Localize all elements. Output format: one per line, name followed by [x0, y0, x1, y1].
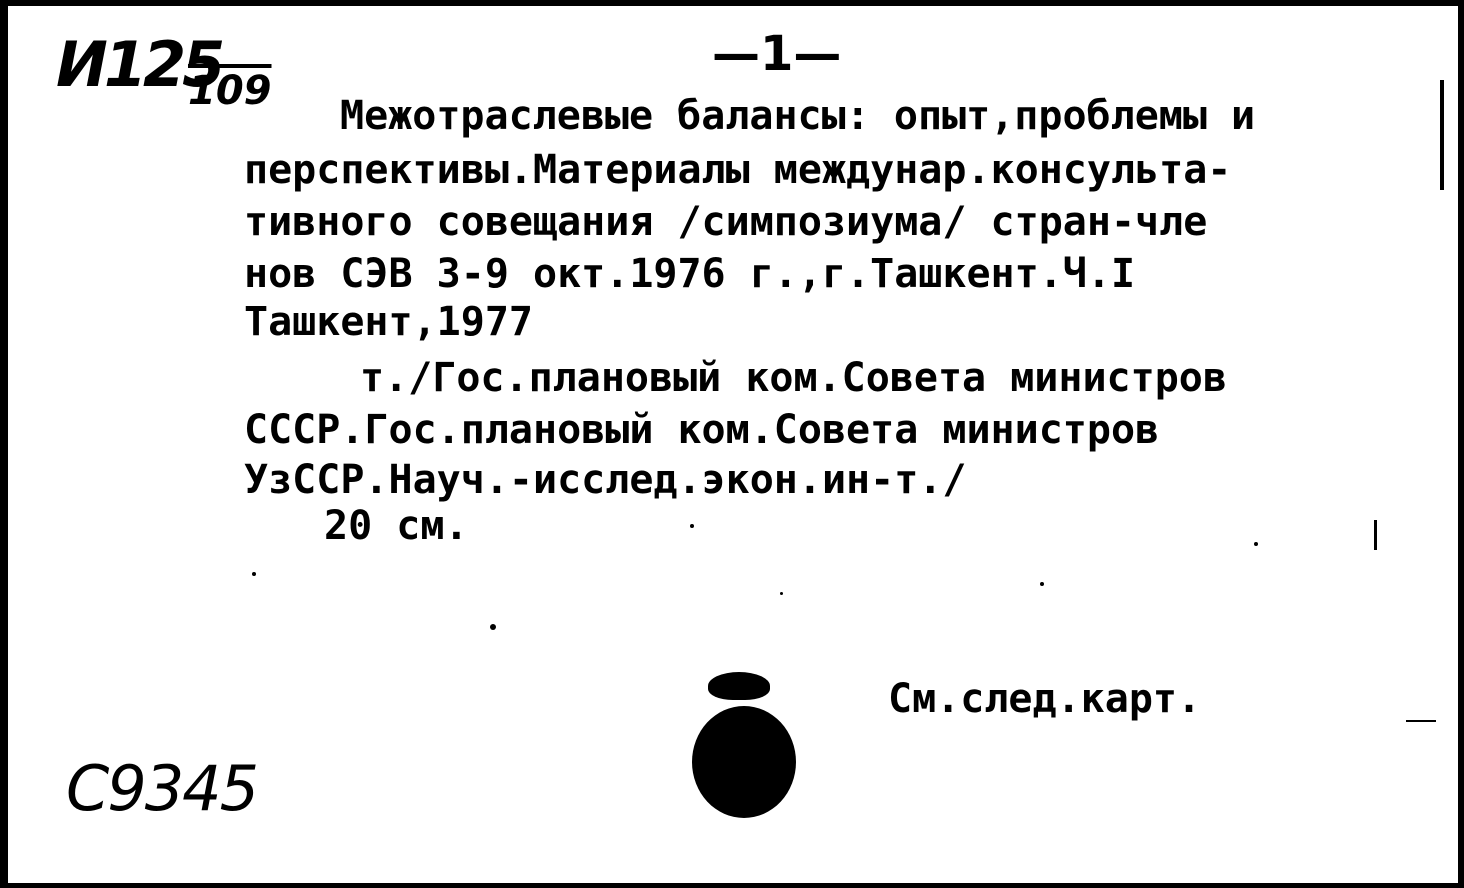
card-border-right [1458, 0, 1464, 888]
margin-mark [1374, 520, 1377, 550]
call-number: И125 [56, 28, 222, 101]
scan-speck [780, 592, 783, 595]
scan-speck [1040, 582, 1044, 586]
bib-line-3: тивного совещания /симпозиума/ стран-чле [244, 199, 1208, 245]
card-border-bottom [0, 883, 1464, 888]
see-next-card: См.след.карт. [888, 676, 1202, 722]
punch-hole [692, 706, 796, 818]
scan-speck [690, 524, 694, 528]
shelf-code: C9345 [66, 752, 258, 825]
card-border-left [0, 0, 8, 888]
bib-line-4: нов СЭВ 3-9 окт.1976 г.,г.Ташкент.Ч.I [244, 251, 1136, 297]
bib-line-8: УзССР.Науч.-исслед.экон.ин-т./ [244, 457, 967, 503]
punch-hole-cap [708, 672, 770, 700]
call-number-sub: 109 [188, 68, 272, 114]
bib-line-5: Ташкент,1977 [244, 299, 533, 345]
margin-mark [1440, 80, 1444, 190]
bib-line-2: перспективы.Материалы междунар.консульта- [244, 147, 1232, 193]
page-marker: —1— [712, 26, 842, 82]
bib-line-7: СССР.Гос.плановый ком.Совета министров [244, 407, 1160, 453]
scan-speck [490, 624, 496, 630]
bib-line-6: т./Гос.плановый ком.Совета министров [360, 355, 1227, 401]
scan-speck [1254, 542, 1258, 546]
margin-mark [1406, 720, 1436, 722]
card-border-top [0, 0, 1464, 6]
scan-speck [252, 572, 256, 576]
bib-line-1: Межотраслевые балансы: опыт,проблемы и [340, 93, 1256, 139]
bib-line-9: 20 см. [324, 503, 469, 549]
